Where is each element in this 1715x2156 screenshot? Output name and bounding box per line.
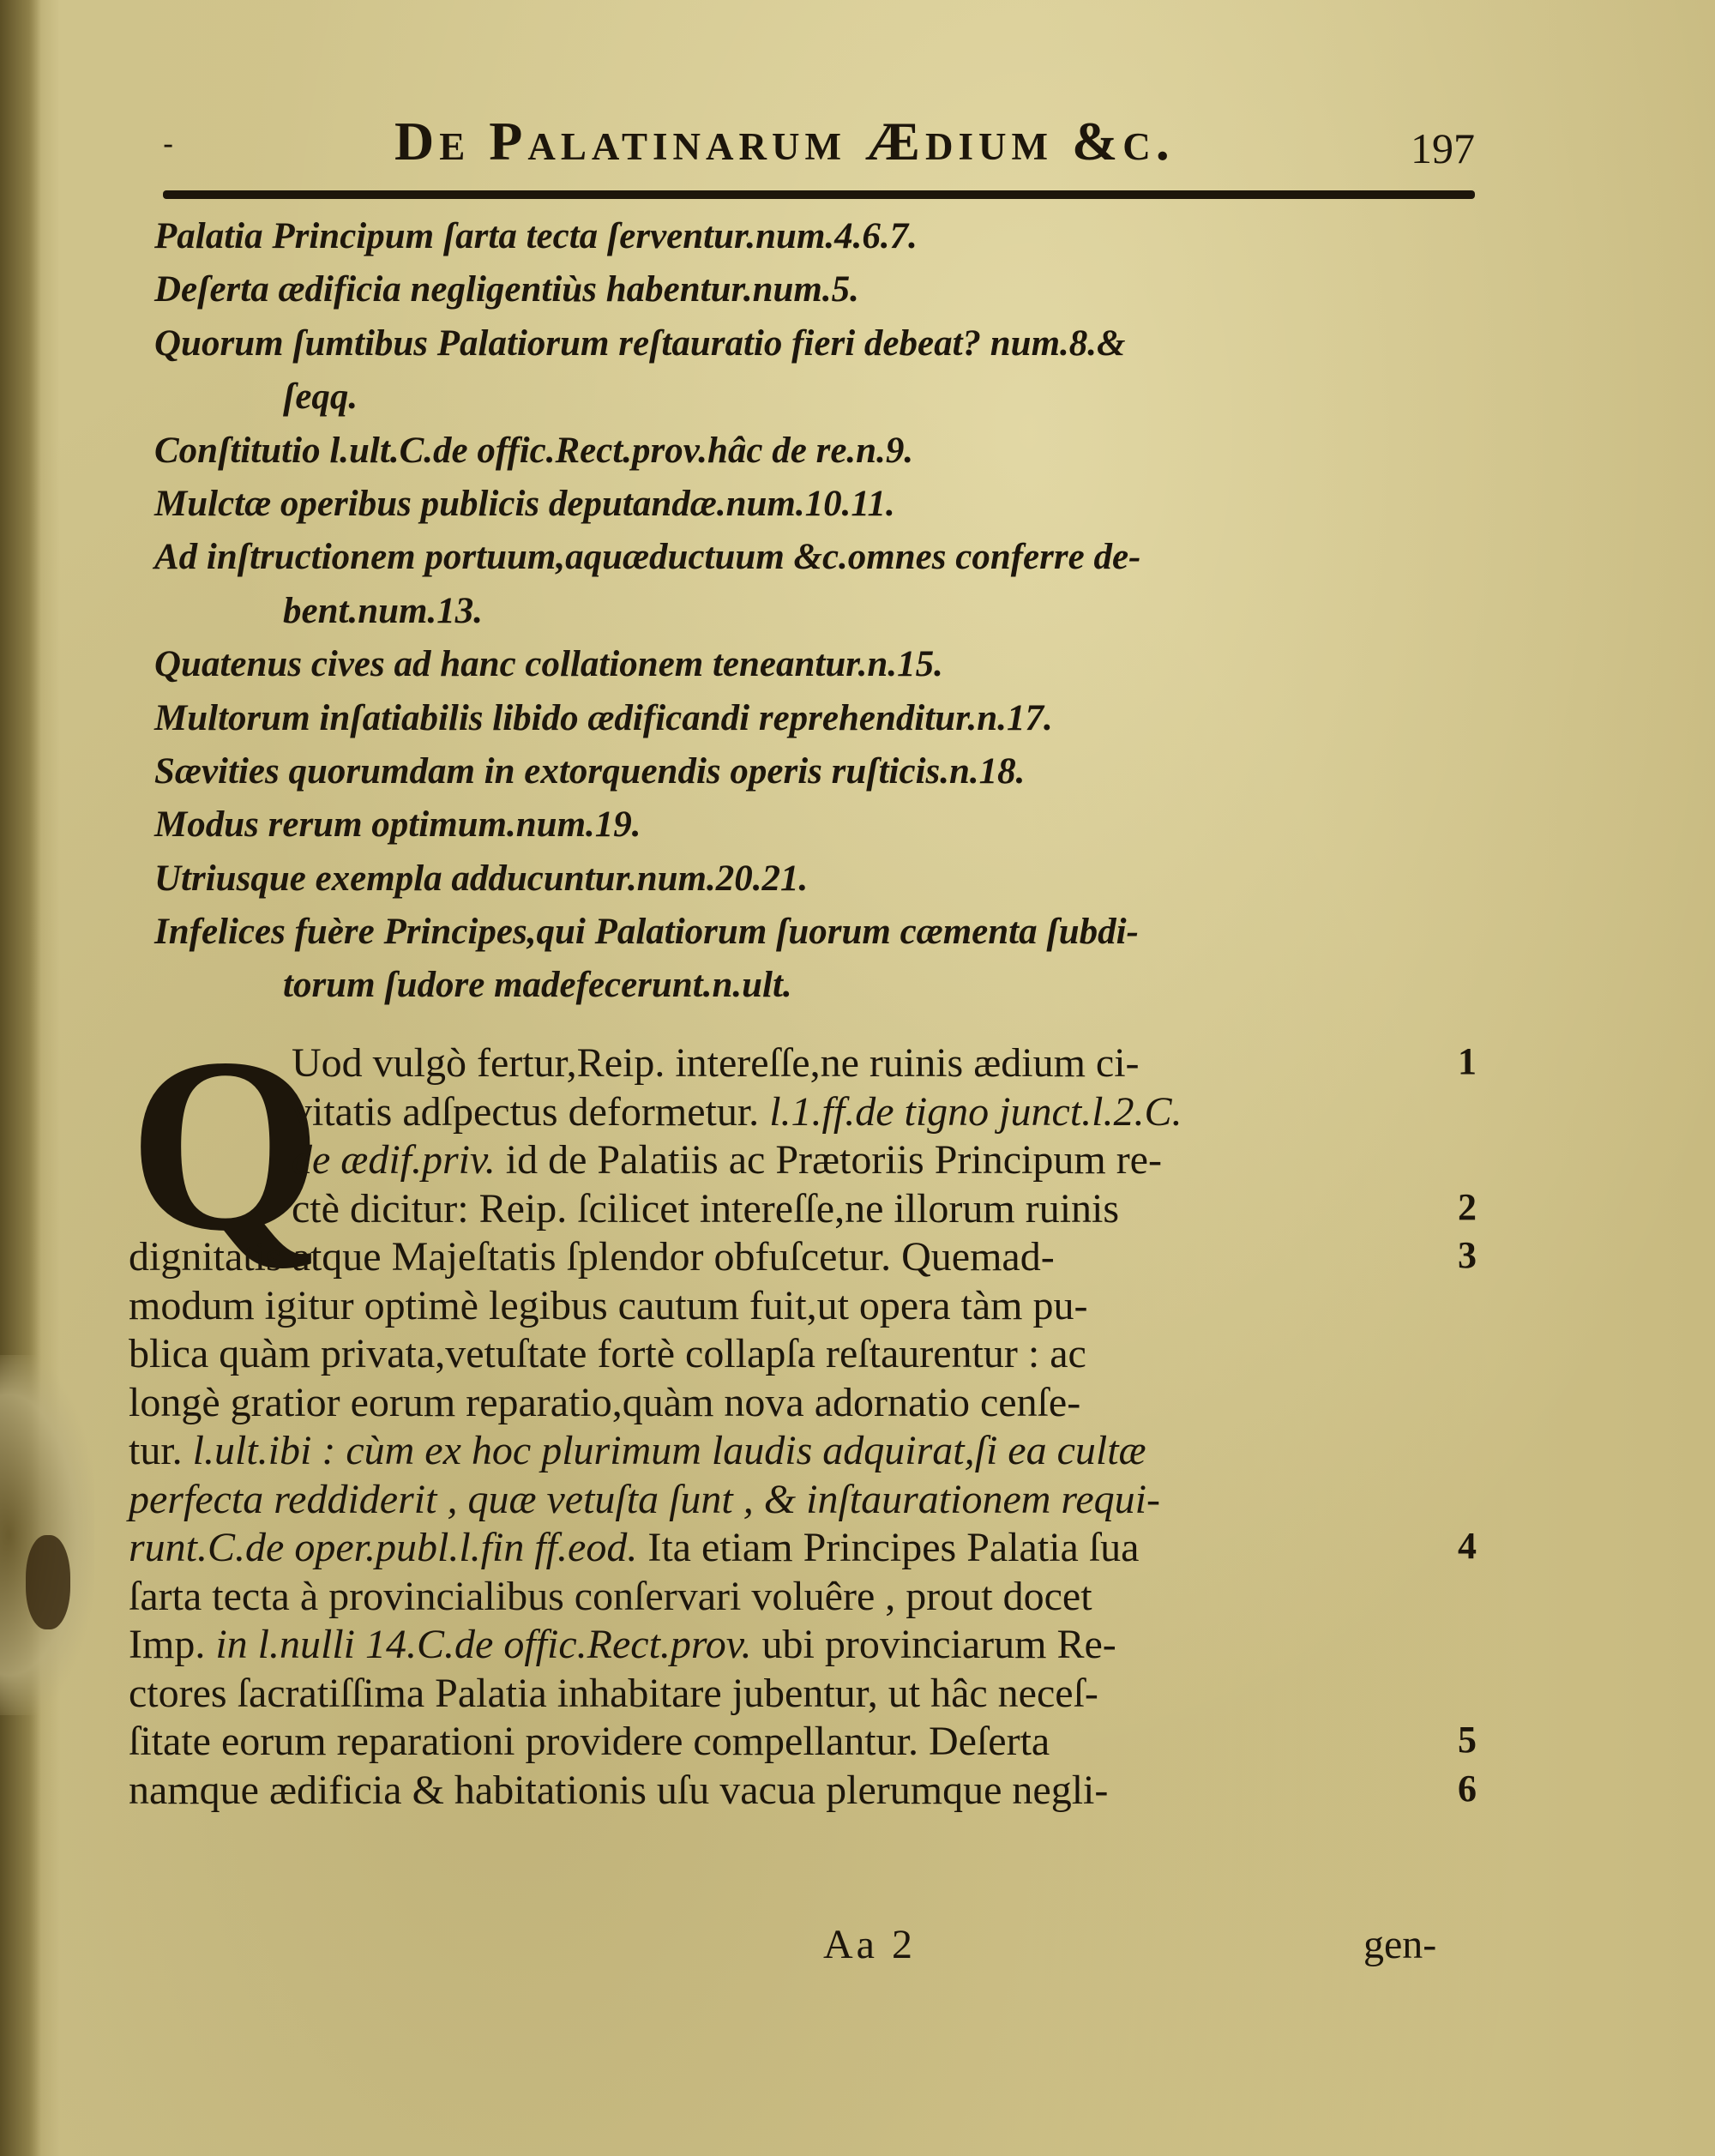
body-line <box>129 1185 1441 1234</box>
margin-number: 6 <box>1458 1767 1477 1810</box>
summary-line: Utriusque exempla adducuntur.num.20.21. <box>154 858 809 899</box>
summary-line: Infelices fuère Principes,qui Palatiorum ſuorum cæmenta ſubdi- <box>154 912 1139 953</box>
body-segment: id de Palatiis ac Prætoriis Principum re- <box>495 1137 1162 1183</box>
legal-citation: l.ult.ibi : cùm ex hoc plurimum laudis adquirat,ſi ea cultæ <box>192 1428 1146 1473</box>
body-line <box>129 1379 1441 1428</box>
catchword: gen- <box>1363 1922 1437 1967</box>
body-line <box>129 1330 1441 1379</box>
margin-number: 5 <box>1458 1719 1477 1761</box>
body-line <box>129 1621 1441 1670</box>
body-segment: ctores ſacratiſſima Palatia inhabitare jubentur, ut hâc neceſ- <box>129 1670 1098 1716</box>
summary-line: bent.num.13. <box>283 590 483 631</box>
summary-line: Palatia Principum ſarta tecta ſerventur.num.4.6.7. <box>154 216 918 256</box>
summary-line: Quorum ſumtibus Palatiorum reſtauratio fieri debeat? num.8.& <box>154 322 1126 364</box>
body-segment: namque ædificia & habitationis uſu vacua plerumque negli- <box>129 1767 1109 1813</box>
ink-stain <box>26 1535 70 1629</box>
drop-capital: Q <box>129 1007 322 1282</box>
body-text <box>129 1007 1441 1815</box>
header-rule <box>163 190 1475 199</box>
body-segment: Uod vulgò fertur,Reip. intereſſe,ne ruinis ædium ci- <box>292 1040 1140 1086</box>
body-line <box>129 1136 1441 1185</box>
body-line <box>129 1573 1441 1622</box>
legal-citation: perfecta reddiderit , quæ vetuſta ſunt , & inſtaurationem requi- <box>129 1476 1160 1522</box>
body-line <box>129 1767 1441 1816</box>
summary-line: Deſerta ædificia negligentiùs habentur.num.5. <box>154 269 859 310</box>
summary-line: Multorum inſatiabilis libido ædificandi reprehenditur.n.17. <box>154 697 1053 738</box>
body-line <box>129 1427 1441 1476</box>
body-segment: ubi provinciarum Re- <box>751 1622 1116 1667</box>
legal-citation: in l.nulli 14.C.de offic.Rect.prov. <box>215 1622 752 1667</box>
chapter-summary <box>154 210 1475 1013</box>
running-title: De Palatinarum Ædium &c. <box>394 111 1175 172</box>
margin-number: 3 <box>1458 1234 1477 1276</box>
spine-shadow <box>0 0 41 2156</box>
body-line <box>129 1524 1441 1573</box>
body-line <box>129 1233 1441 1282</box>
body-segment: ſitate eorum reparationi providere compellantur. Deſerta <box>129 1719 1050 1764</box>
body-line <box>129 1718 1441 1767</box>
body-segment: dignitatis atque Majeſtatis ſplendor obfuſcetur. Quemad- <box>129 1234 1055 1280</box>
body-line <box>129 1476 1441 1525</box>
body-segment: modum igitur optimè legibus cautum fuit,ut opera tàm pu- <box>129 1282 1088 1328</box>
body-segment: Ita etiam Principes Palatia ſua <box>637 1525 1140 1570</box>
body-line <box>129 1088 1441 1137</box>
margin-number: 4 <box>1458 1525 1477 1567</box>
summary-line: ſeqq. <box>283 376 358 418</box>
body-segment: tur. <box>129 1428 193 1473</box>
summary-line: Ad inſtructionem portuum,aquæductuum &c.omnes conferre de- <box>154 537 1141 578</box>
body-line <box>129 1039 1441 1088</box>
summary-line: Modus rerum optimum.num.19. <box>154 804 641 846</box>
legal-citation: de ædif.priv. <box>292 1137 496 1183</box>
summary-line: torum ſudore madefecerunt.n.ult. <box>283 965 792 1006</box>
header-dash: - <box>163 127 174 162</box>
body-segment: longè gratior eorum reparatio,quàm nova adornatio cenſe- <box>129 1379 1081 1425</box>
summary-line: Conſtitutio l.ult.C.de offic.Rect.prov.hâc de re.n.9. <box>154 430 914 471</box>
body-segment: blica quàm privata,vetuſtate fortè collapſa reſtaurentur : ac <box>129 1331 1086 1376</box>
body-segment: ſarta tecta à provincialibus conſervari voluêre , prout docet <box>129 1573 1092 1619</box>
page-number: 197 <box>1411 124 1475 172</box>
legal-citation: runt.C.de oper.publ.l.fin ff.eod. <box>129 1525 638 1570</box>
body-line <box>129 1670 1441 1719</box>
summary-line: Quatenus cives ad hanc collationem teneantur.n.15. <box>154 644 943 685</box>
margin-number: 2 <box>1458 1185 1477 1228</box>
margin-number: 1 <box>1458 1040 1477 1082</box>
running-header <box>163 101 1475 178</box>
body-line <box>129 1282 1441 1331</box>
body-segment: vitatis adſpectus deformetur. <box>292 1088 770 1135</box>
body-segment: ctè dicitur: Reip. ſcilicet intereſſe,ne illorum ruinis <box>292 1185 1120 1232</box>
body-segment: Imp. <box>129 1622 216 1667</box>
summary-line: Sævities quorumdam in extorquendis operis ruſticis.n.18. <box>154 750 1026 792</box>
signature-mark: Aa 2 <box>823 1922 916 1967</box>
summary-line: Mulctæ operibus publicis deputandæ.num.10.11. <box>154 483 895 524</box>
legal-citation: l.1.ff.de tigno junct.l.2.C. <box>769 1088 1182 1135</box>
